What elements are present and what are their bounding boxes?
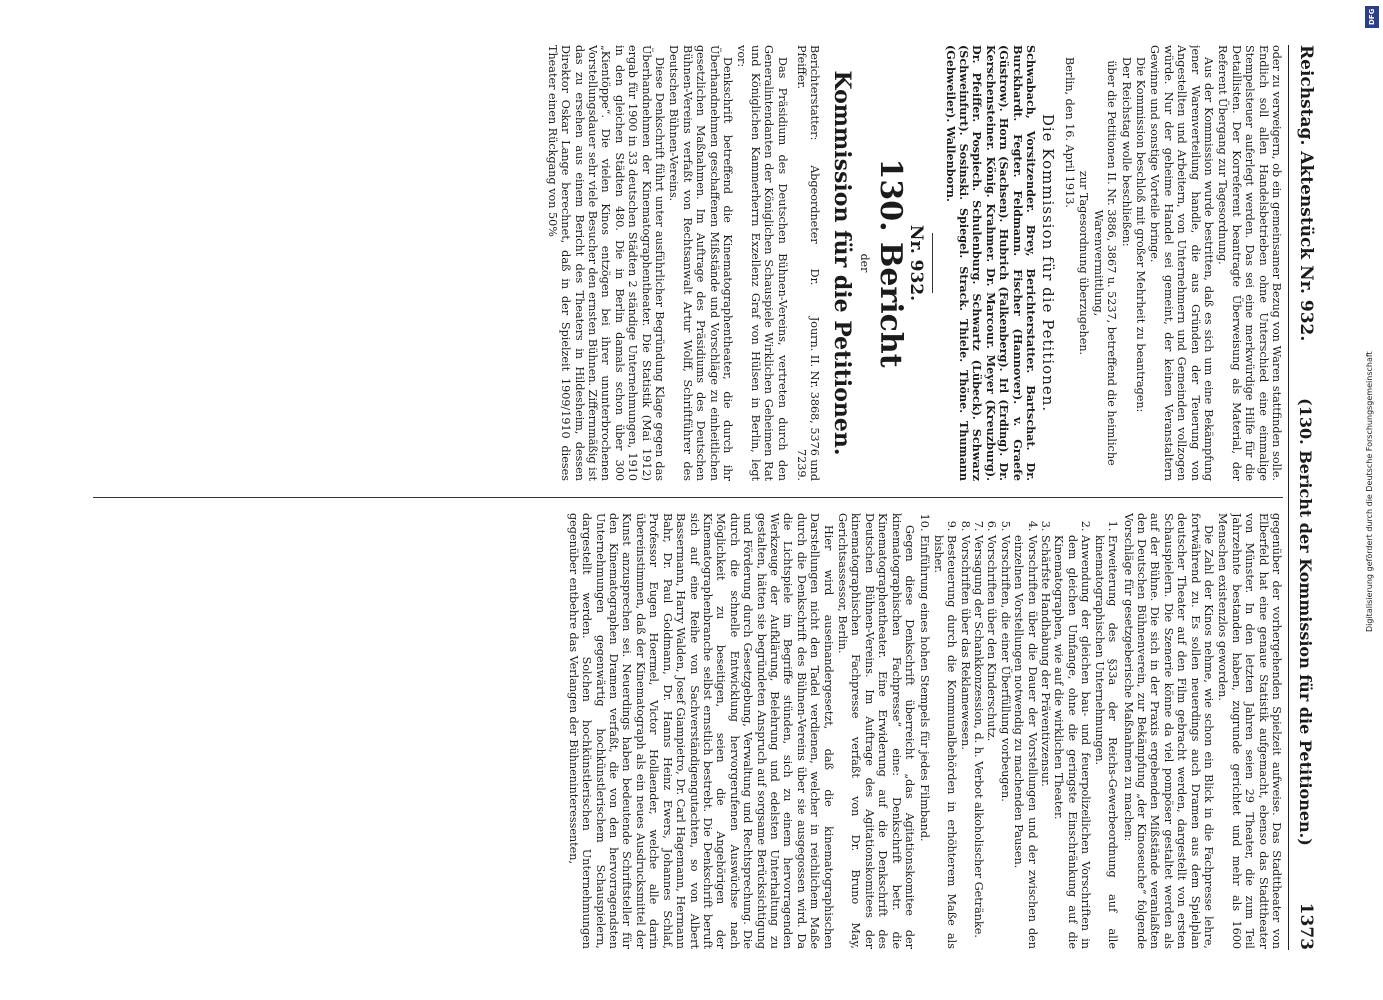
- commission-title: Die Kommission für die Petitionen.: [1039, 113, 1058, 413]
- member-list: Schwabach, Vorsitzender. Brey, Berichterstatter. Bartschat. Dr. Burckhardt. Fegter. Feldmann. Fischer (Hannover). v. Graefe (Güstrow). Horn (Sachsen). Hubrich (Falkenberg). Irl (Erding). Dr. Kerschensteiner. König. Krahmer. Dr. Marcour. Meyer (Kreuzburg). Dr. Pfeiffer. Pospiech. Schulenburg. Schwartz (Lübeck). Schwarz (Schweinfurt). Sosinski. Spiegel. Strack. Thiele. Thöne. Thumann (Gebweiler). Wallenborn.: [943, 45, 1039, 481]
- journal-number: Journ. II. Nr. 3868, 5376 und 7239.: [795, 316, 822, 481]
- paragraph: Das Präsidium des Deutschen Bühnen-Vereins, vertreten durch den Generalintendanten der Königlichen Schauspiele Wirklichen Geheimen Rat und Königlichen Kammerherrn Exzellenz Graf von Hülsen in Berlin, legt vor:: [735, 45, 789, 481]
- paragraph: gegenüber der vorhergehenden Spielzeit aufweise. Das Stadttheater von Elberfeld hat eine genaue Statistik aufgemacht, ebenso das Stadttheater von Münster. In den letzten Jahren seien 29 Theater, die zum Teil Jahrzehnte bestanden haben, zugrunde gerichtet und mehr als 1600 Menschen existenzlos geworden.: [1216, 513, 1283, 949]
- reporter-name: Berichterstatter: Abgeordneter Dr. Pfeiffer.: [795, 45, 822, 286]
- column-divider: [93, 497, 1283, 498]
- list-item: 6. Vorschriften über den Kinderschutz.: [985, 535, 998, 949]
- report-commission: Kommission für die Petitionen.: [829, 70, 856, 456]
- list-item: 9. Besteuerung durch die Kommunalbehörden in erhöhterem Maße als bisher.: [931, 535, 958, 949]
- paragraph: Gegen diese Denkschrift überreicht „das Agitationskomitee der kinematographischen Fachpresse“ eine: Denkschrift betr. die Kinematographentheater. Eine Erwiderung auf die Denkschrift des Deutschen Bühnen-Vereins. Im Auftrage des Agitationskomitees der kinematographischen Fachpresse verfaßt von Dr. Bruno May, Gerichtsassessor, Berlin.: [836, 513, 917, 949]
- paragraph: Diese Denkschrift führt unter ausführlicher Begründung Klage gegen das Überhandnehmen der Kinematographentheater. Die Statistik (Mai 1912) ergab für 1900 in 33 deutschen Städten 2 ständige Unternehmungen, 1910 in den gleichen Städten 480. Die in Berlin damals schon über 300 „Kientöppe“. Die vielen Kinos entzögen bei ihrer ununterbrochenen Vorstellungsdauer sehr viele Besucher den ernsten Bühnen. Ziffernmäßig ist das zu ersehen aus einem Bericht des Theaters in Hildesheim, dessen Direktor Oskar Lange berechnet, daß in der Spielzeit 1909/1910 dieses Theater einen Rückgang von 50%: [545, 45, 666, 481]
- date-line: Berlin, den 16. April 1913.: [1062, 57, 1076, 208]
- divider: [932, 233, 933, 293]
- page-body: [83, 45, 1323, 950]
- report-der: der: [857, 253, 871, 273]
- list-item: 8. Vorschriften über das Reklamewesen.: [958, 535, 971, 949]
- reporter-line: [795, 45, 822, 481]
- list-item: 4. Vorschriften über die Dauer der Vorstellungen und der zwischen den einzelnen Vorstellungen notwendig zu machenden Pausen.: [1012, 535, 1039, 949]
- paragraph: Denkschrift betreffend die Kinematographentheater, die durch ihr Überhandnehmen geschaffenen Mißstände und Vorschläge zu einheitlichen gesetzlichen Maßnahmen. Im Auftrage des Präsidiums des Deutschen Bühnen-Vereins verfaßt von Rechtsanwalt Artur Wolff, Schriftführer des Deutschen Bühnen-Vereins.: [667, 45, 734, 481]
- left-column: [93, 45, 1283, 481]
- list-item: 5. Vorschriften, die einer Überfüllung vorbeugen.: [998, 535, 1011, 949]
- page-number: 1373: [1296, 902, 1316, 950]
- petition-subject: über die Petitionen II. Nr. 3886, 3867 u. 5237, betreffend die heimliche Warenvermittlung,: [1091, 60, 1119, 466]
- dfg-logo: DFG: [1365, 6, 1379, 28]
- list-item: 7. Versagung der Schankkonzession, d. h. Verbot alkoholischer Getränke.: [972, 535, 985, 949]
- list-item: 3. Schärfste Handhabung der Präventivzensur.: [1039, 535, 1052, 949]
- list-item: 2. Anwendung der gleichen bau- und feuerpolizeilichen Vorschriften in dem gleichen Umfange, ohne die geringste Einschränkung auf die Kinematographen, wie auf die wirklichen Theater.: [1052, 535, 1092, 949]
- paragraph: Die Zahl der Kinos nehme, wie schon ein Blick in die Fachpresse lehre, fortwährend zu. Es sollen neuerdings auch Dramen aus dem Spielplan deutscher Theater auf den Film gebracht werden, dargestellt von ersten Schauspielern. Die Szenerie könne da viel pompöser gestaltet werden als auf der Bühne. Die sich in der Praxis ergebenden Mißstände veranlaßten den Deutschen Bühnenverein, zur Bekämpfung „der Kinoseuche“ folgende Vorschläge für gesetzgeberische Maßnahmen zu machen:: [1121, 513, 1215, 949]
- header-middle: (130. Bericht der Kommission für die Petitionen.): [1296, 398, 1316, 846]
- paragraph: Hier wird auseinandergesetzt, daß die kinematographischen Darstellungen nicht den Tadel verdienen, welcher in reichlichem Maße durch die Denkschrift des Bühnen-Vereins über sie ausgegossen wird. Da die Lichtspiele im Begriffe stünden, sich zu einem hervorragenden Werkzeuge der Aufklärung, Belehrung und edelsten Unterhaltung zu gestalten, hätten sie begründeten Anspruch auf sorgsame Berücksichtigung und Förderung durch Gesetzgebung, Verwaltung und Rechtsprechung. Die durch die schnelle Entwicklung hervorgerufenen Auswüchse nach Möglichkeit zu beseitigen, seien die Angehörigen der Kinematographenbranche selbst ernstlich bestrebt. Die Denkschrift beruft sich auf eine Reihe von Sachverständigengutachten, so von Albert Bassermann, Harry Walden, Josef Giampietro, Dr. Carl Hagemann, Hermann Bahr, Dr. Paul Goldmann, Dr. Hanns Heinz Ewers, Johannes Schlaf, Professor Eugen Hoermel, Victor Hollaender, welche alle darin übereinstimmen, daß der Kinematograph als ein neues Ausdrucksmittel der Kunst anzusprechen sei. Neuerdings haben bedeutende Schriftsteller für den Kinematographen Dramen verfaßt, die von den hervorragendsten Unternehmungen gegenwärtig hochkünstlerischem Schauspielern, dargestellt werden. Solchen hochkünstlerischen Unternehmungen gegenüber entbehre das Verlangen der Bühneninteressenten,: [566, 513, 835, 949]
- list-item: 10. Einführung eines hohen Stempels für jedes Filmband.: [918, 535, 931, 949]
- page-header: [1288, 45, 1323, 950]
- document-number: Nr. 932.: [906, 224, 927, 302]
- right-column: [93, 513, 1283, 949]
- list-item: 1. Erweiterung des §33a der Reichs-Gewerbeordnung auf alle kinematographischen Unternehmungen.: [1092, 535, 1119, 949]
- paragraph: Der Reichstag wolle beschließen:: [1119, 57, 1133, 247]
- motion: zur Tagesordnung überzugehen.: [1077, 170, 1091, 356]
- funding-text: Digitalisierung gefördert durch die Deutsche Forschungsgemeinschaft: [1365, 351, 1374, 632]
- proposal-list: [918, 513, 1119, 949]
- paragraph: oder zu verweigern, ob ein gemeinsamer Bezug von Waren stattfinden solle. Endlich soll allen Handelsbetrieben ohne Unterschied eine einmalige Stempelsteuer auferlegt werden. Das sei eine merkwürdige Hilfe für die Detaillisten. Der Korreferent beantragte Überweisung als Material, der Referent Übergang zur Tagesordnung.: [1216, 45, 1283, 481]
- report-title: 130. Bericht: [872, 158, 908, 368]
- paragraph: Die Kommission beschloß mit großer Mehrheit zu beantragen:: [1133, 57, 1147, 413]
- paragraph: Aus der Kommission wurde bestritten, daß es sich um eine Bekämpfung jener Warenverteilung handle, die aus Gründen der Teuerung von Angestellten und Arbeitern, von Unternehmern und Gemeinden vollzogen würde. Nur der geheime Handel sei gemeint, der keinen Veranstaltern Gewinne und sonstige Vorteile bringe.: [1148, 45, 1215, 481]
- header-left: Reichstag. Aktenstück Nr. 932.: [1296, 45, 1316, 342]
